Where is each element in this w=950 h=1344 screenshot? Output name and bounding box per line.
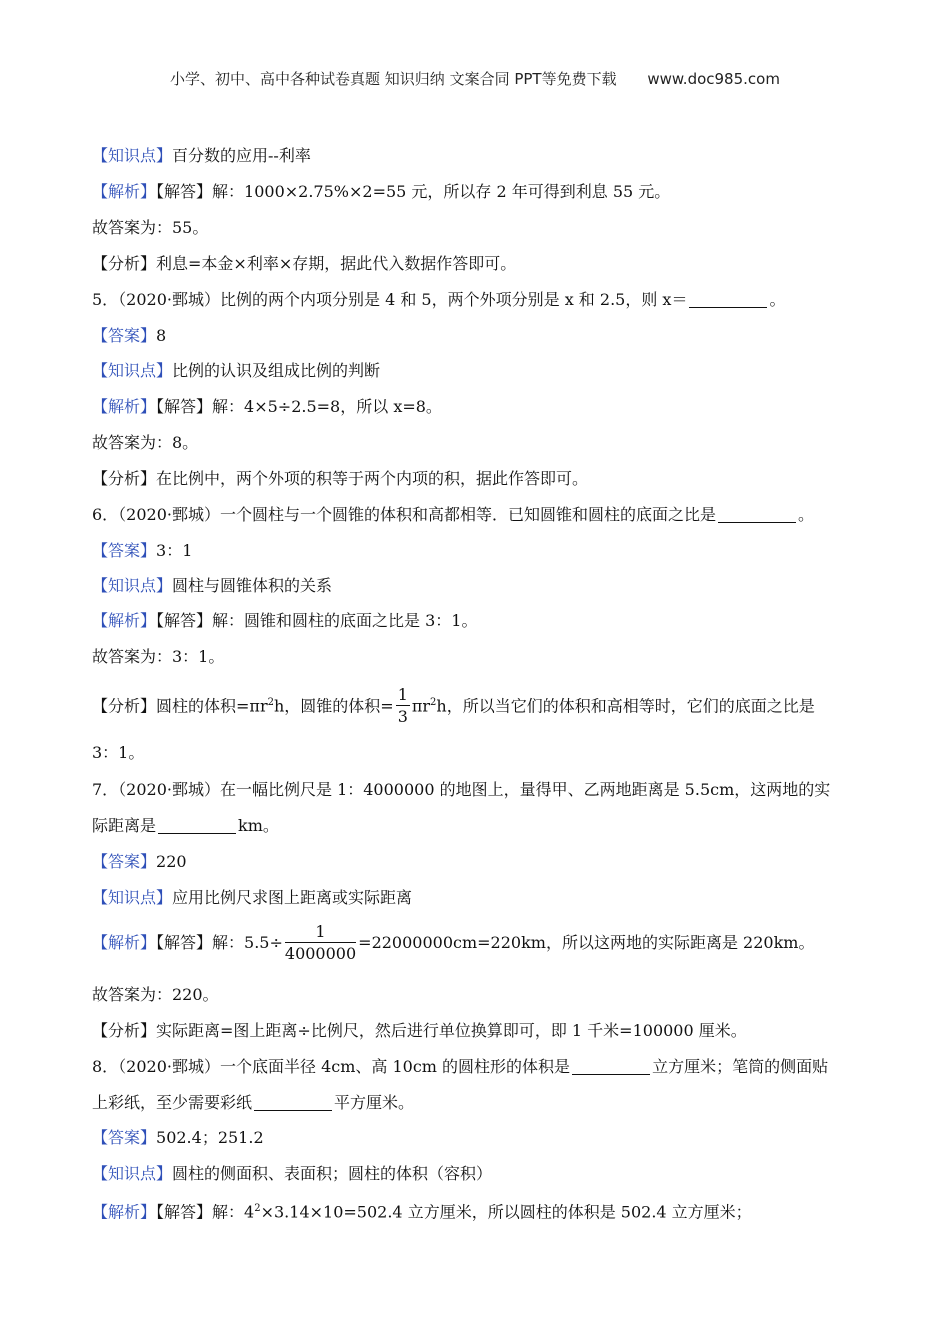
q8-answer-blank-2 [254,1094,332,1111]
q6-sup-1: 2 [267,697,274,708]
q5-analysis-line [92,396,858,418]
q7-fenxi: 实际距离=图上距离÷比例尺，然后进行单位换算即可，即 1 千米=100000 厘米。 [156,1021,747,1040]
answer-tag: 【答案】 [92,852,157,871]
q6-answer-blank [718,506,796,523]
q8-stem: 8．（2020·鄄城）一个底面半径 4cm、高 10cm 的圆柱形的体积是 [92,1057,571,1076]
header-site-link[interactable]: www.doc985.com [647,70,780,88]
q5-stem: 5．（2020·鄄城）比例的两个内项分别是 4 和 5，两个外项分别是 x 和 2.5，则 x＝ [92,290,688,309]
fenxi-tag: 【分析】 [92,1021,157,1040]
q5-stem-line [92,289,858,311]
solve-tag: 【解答】 [156,397,213,416]
q8-stem-mid: 立方厘米；笔筒的侧面贴 [652,1057,829,1076]
analysis-tag: 【解析】 [92,397,157,416]
knowledge-tag: 【知识点】 [92,888,173,907]
answer-tag: 【答案】 [92,541,157,560]
knowledge-tag: 【知识点】 [92,1164,173,1183]
q7-knowledge-line [92,887,858,909]
q6-fenxi-c: πr [411,696,431,716]
q7-answer-blank [158,817,236,834]
q4-analysis-line [92,181,858,203]
q8-answer-line [92,1127,858,1149]
q5-answer-blank [689,291,767,308]
q6-sup-2: 2 [430,697,437,708]
q4-final: 故答案为：55。 [92,218,209,237]
knowledge-tag: 【知识点】 [92,361,173,380]
solve-tag: 【解答】 [156,182,213,201]
q6-answer-line [92,540,858,562]
q7-answer: 220 [156,852,187,871]
q7-stem2-line [92,815,858,837]
q8-analysis-line [92,1198,858,1223]
solve-tag: 【解答】 [156,611,213,630]
q7-frac-denominator: 4000000 [284,944,357,963]
q7-final: 故答案为：220。 [92,985,219,1004]
q6-frac-denominator: 3 [397,707,408,727]
q8-answer-blank-1 [572,1058,650,1075]
analysis-tag: 【解析】 [92,182,157,201]
q6-fenxi-a: 圆柱的体积=πr [156,696,268,716]
q5-final: 故答案为：8。 [92,433,199,452]
q8-knowledge: 圆柱的侧面积、表面积；圆柱的体积（容积） [172,1164,493,1183]
q6-frac-numerator: 1 [397,685,408,705]
q4-knowledge-line [92,145,858,167]
page-header [0,68,950,89]
q7-fraction [285,922,356,965]
q8-stem-line [92,1056,858,1078]
solve-tag: 【解答】 [156,1202,213,1222]
q6-analysis: 解：圆锥和圆柱的底面之比是 3：1。 [212,611,478,630]
q8-knowledge-line [92,1163,858,1185]
q8-stem2: 上彩纸，至少需要彩纸 [92,1093,253,1112]
q8-answer: 502.4；251.2 [156,1128,264,1147]
q5-stem-end: 。 [769,290,786,309]
q5-knowledge: 比例的认识及组成比例的判断 [172,361,381,380]
q7-frac-numerator: 1 [285,922,356,943]
q4-fenxi: 利息=本金×利率×存期，据此代入数据作答即可。 [156,254,517,273]
q7-knowledge: 应用比例尺求图上距离或实际距离 [172,888,413,907]
q7-analysis-line [92,920,858,966]
q5-fenxi-line [92,468,858,490]
q6-fenxi-line [92,680,858,729]
q8-analysis-b: ×3.14×10=502.4 立方厘米，所以圆柱的体积是 502.4 立方厘米； [260,1202,752,1222]
analysis-tag: 【解析】 [92,611,157,630]
q6-stem-line [92,504,858,526]
q5-analysis: 解：4×5÷2.5=8，所以 x=8。 [212,397,442,416]
q8-stem2-end: 平方厘米。 [334,1093,415,1112]
analysis-tag: 【解析】 [92,933,157,952]
q7-stem2: 际距离是 [92,816,157,835]
answer-tag: 【答案】 [92,1128,157,1147]
q5-fenxi: 在比例中，两个外项的积等于两个内项的积，据此作答即可。 [156,469,589,488]
knowledge-tag: 【知识点】 [92,576,173,595]
q7-analysis-a: 解：5.5÷ [212,933,283,952]
q8-sup: 2 [254,1203,261,1214]
analysis-tag: 【解析】 [92,1202,157,1222]
q6-knowledge: 圆柱与圆锥体积的关系 [172,576,333,595]
q7-fenxi-line [92,1020,858,1042]
q6-stem-end: 。 [798,505,815,524]
q8-stem2-line [92,1092,858,1114]
fenxi-tag: 【分析】 [92,254,157,273]
q6-fenxi-d: h，所以当它们的体积和高相等时，它们的底面之比是 [436,696,815,716]
q8-analysis-a: 解：4 [212,1202,255,1222]
q6-answer: 3：1 [156,541,193,560]
q7-answer-line [92,851,858,873]
fenxi-tag: 【分析】 [92,696,157,716]
q5-answer: 8 [156,326,167,345]
q4-analysis: 解：1000×2.75%×2=55 元，所以存 2 年可得到利息 55 元。 [212,182,671,201]
q5-answer-line [92,325,858,347]
q7-stem2-end: km。 [238,816,279,835]
answer-tag: 【答案】 [92,326,157,345]
header-text: 小学、初中、高中各种试卷真题 知识归纳 文案合同 PPT等免费下载 [170,70,617,88]
q6-fenxi-end: 3：1。 [92,743,145,762]
q7-stem: 7．（2020·鄄城）在一幅比例尺是 1：4000000 的地图上，量得甲、乙两地距离是 5.5cm，这两地的实 [92,780,831,799]
fenxi-tag: 【分析】 [92,469,157,488]
q6-analysis-line [92,610,858,632]
q4-fenxi-line [92,253,858,275]
knowledge-tag: 【知识点】 [92,146,173,165]
q7-analysis-b: =22000000cm=220km，所以这两地的实际距离是 220km。 [358,933,815,952]
q6-fenxi-b: h，圆锥的体积= [273,696,394,716]
q6-final: 故答案为：3：1。 [92,647,225,666]
q6-stem: 6．（2020·鄄城）一个圆柱与一个圆锥的体积和高都相等．已知圆锥和圆柱的底面之比是 [92,505,716,524]
q6-knowledge-line [92,575,858,597]
q4-knowledge: 百分数的应用--利率 [172,146,311,165]
solve-tag: 【解答】 [156,933,213,952]
q5-knowledge-line [92,360,858,382]
q6-fraction [396,685,410,728]
